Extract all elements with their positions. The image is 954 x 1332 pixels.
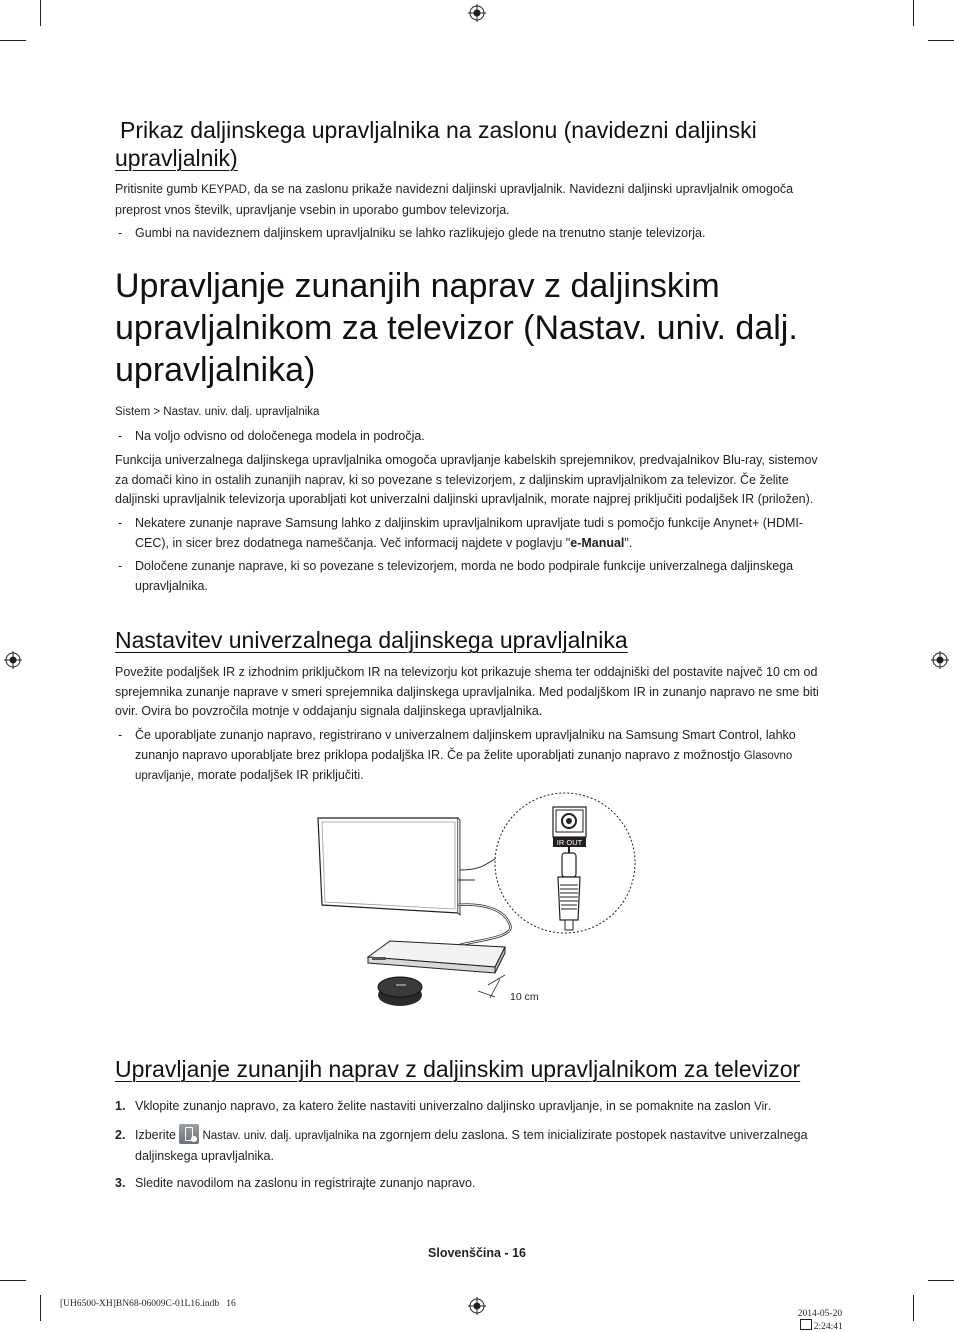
dash: - <box>118 226 123 240</box>
line: Če uporabljate zunanjo napravo, registrirano v univerzalnem daljinskem upravljalniku na Samsung Smart Control, lahko <box>135 728 796 742</box>
line: Nekatere zunanje naprave Samsung lahko z daljinskim upravljalnikom upravljate tudi s pomočjo funkcije Anynet+ (HDMI- <box>135 516 804 530</box>
paragraph <box>115 451 845 510</box>
tv-illustration <box>318 818 475 915</box>
line: upravljalnika. <box>135 578 208 593</box>
path-item: Nastav. univ. dalj. upravljalnika <box>163 406 320 418</box>
ir-blaster-illustration <box>378 977 422 1006</box>
page-number <box>0 1246 954 1260</box>
step-text <box>135 1097 771 1118</box>
note-text <box>135 514 845 553</box>
section-title-virtual-remote <box>115 116 835 172</box>
keyword-vir: Vir <box>754 1101 768 1113</box>
crop-mark <box>913 1295 914 1321</box>
note-item <box>0 557 954 597</box>
step-item <box>0 1124 954 1166</box>
crop-mark <box>928 1280 954 1281</box>
date: 2014-05-20 <box>797 1309 843 1319</box>
external-device-illustration <box>368 941 505 973</box>
title-line-underlined: upravljalnik) <box>115 145 238 171</box>
section-title-setup <box>115 626 628 654</box>
line <box>135 766 845 787</box>
title-line: upravljalnika) <box>115 351 316 389</box>
step-text: Sledite navodilom na zaslonu in registrirajte zunanjo napravo. <box>135 1176 476 1190</box>
title-line: Upravljanje zunanjih naprav z daljinskim <box>115 267 720 305</box>
dash: - <box>118 559 123 573</box>
text: CEC), in sicer brez dodatnega nameščanja. Več informacij najdete v poglavju " <box>135 535 571 550</box>
line <box>135 1124 845 1147</box>
note-text: Gumbi na navideznem daljinskem upravljalniku se lahko razlikujejo glede na trenutno stanje televizorja. <box>135 226 706 240</box>
text: Izberite <box>135 1128 180 1142</box>
text: Pritisnite gumb <box>115 182 202 196</box>
print-date <box>793 1299 843 1332</box>
title-underlined: Nastavitev univerzalnega daljinskega upravljalnika <box>115 627 628 653</box>
note-item <box>0 726 954 786</box>
ir-out-port-illustration <box>553 807 586 847</box>
paragraph <box>115 180 845 220</box>
dash: - <box>118 429 123 443</box>
dash: - <box>118 728 123 742</box>
crop-mark <box>0 1280 26 1281</box>
registration-mark-icon <box>931 651 949 669</box>
dash: - <box>118 516 123 530</box>
line: Določene zunanje naprave, ki so povezane s televizorjem, morda ne bodo podpirale funkcije univerzalnega daljinskega <box>135 559 794 573</box>
text: ". <box>624 535 633 550</box>
registration-mark-icon <box>4 651 22 669</box>
ir-out-label: IR OUT <box>556 838 583 847</box>
step-text <box>135 1124 845 1167</box>
keyword: Nastav. univ. dalj. upravljalnika <box>202 1130 359 1142</box>
line <box>135 534 845 554</box>
text: . <box>767 1099 772 1113</box>
line: daljinski upravljalnik televizorja uporabljati kot univerzalni daljinski upravljalnik, morate najprej priključiti podaljšek IR (priložen). <box>115 492 814 506</box>
text: na zgornjem delu zaslona. S tem inicializirate postopek nastavitve univerzalnega <box>358 1128 808 1142</box>
note-text <box>135 557 845 596</box>
line: preprost vnos številk, upravljanje vsebin in uporabo gumbov televizorja. <box>115 202 510 217</box>
settings-remote-icon <box>179 1124 199 1144</box>
link-e-manual[interactable]: e-Manual <box>570 535 625 550</box>
note-text: Na voljo odvisno od določenega modela in področja. <box>135 429 425 443</box>
line <box>135 746 845 767</box>
line: Funkcija univerzalnega daljinskega upravljalnika omogoča upravljanje kabelskih sprejemnikov, predvajalnikov Blu-ray, sistemov <box>115 453 818 467</box>
title-line: upravljalnikom za televizor (Nastav. univ. dalj. <box>115 309 798 347</box>
distance-label: 10 cm <box>510 991 539 1003</box>
line: sprejemnika zunanje naprave v smeri sprejemnika daljinskega upravljalnika. Med podaljškom IR in zunanjo napravo ne sme biti <box>115 684 819 699</box>
line: Povežite podaljšek IR z izhodnim priključkom IR na televizorju kot prikazuje shema ter oddajniški del postavite največ 10 cm od <box>115 665 818 679</box>
line <box>115 180 845 201</box>
keyword: Glasovno <box>743 749 793 762</box>
title-line <box>115 144 835 172</box>
registration-mark-icon <box>468 1297 486 1315</box>
line: ovir. Ovira bo povzročila motnje v oddajanju signala daljinskega upravljalnika. <box>115 704 543 718</box>
crop-mark <box>40 0 41 26</box>
step-number: 1. <box>115 1099 126 1113</box>
ir-extender-diagram <box>310 785 645 1015</box>
text: Vklopite zunanjo napravo, za katero želite nastaviti univerzalno daljinsko upravljanje, in se pomaknite na zaslon <box>135 1099 755 1113</box>
gear-glyph <box>191 1136 197 1142</box>
text: zunanjo napravo uporabljate brez priklopa podaljška IR. Če pa želite uporabljati zunanjo napravo z možnostjo <box>135 747 744 762</box>
paragraph <box>115 663 845 722</box>
title-underlined: Upravljanje zunanjih naprav z daljinskim upravljalnikom za televizor <box>115 1056 801 1082</box>
path-separator: > <box>150 406 164 418</box>
crop-mark <box>0 40 26 41</box>
crop-mark <box>40 1295 41 1321</box>
menu-path <box>115 403 319 423</box>
note-text <box>135 726 845 787</box>
crop-mark <box>913 0 914 26</box>
page-label: Slovenščina - 16 <box>428 1246 526 1260</box>
file-info: [UH6500-XH]BN68-06009C-01L16.indb 16 <box>60 1299 236 1309</box>
text: , morate podaljšek IR priključiti. <box>190 768 364 782</box>
keyword: upravljanje <box>135 770 191 782</box>
section-title-control <box>115 1055 800 1083</box>
crop-mark <box>928 40 954 41</box>
keyword-keypad: KEYPAD <box>201 184 247 196</box>
text: , da se na zaslonu prikaže navidezni daljinski upravljalnik. Navidezni daljinski upravljalnik omogoča <box>246 182 794 196</box>
line: daljinskega upravljalnika. <box>135 1149 274 1163</box>
chapter-title <box>115 265 875 391</box>
step-number: 3. <box>115 1176 126 1190</box>
note-item <box>0 514 954 554</box>
time: 2:24:41 <box>813 1322 843 1332</box>
registration-mark-icon <box>468 4 486 22</box>
title-line: Prikaz daljinskega upravljalnika na zaslonu (navidezni daljinski <box>120 117 757 143</box>
step-number: 2. <box>115 1128 126 1142</box>
line: za domači kino in ostalih zunanjih naprav, ki so povezane s televizorjem, z daljinskim upravljalnikom za televizor. Če želite <box>115 472 789 487</box>
path-item: Sistem <box>115 406 151 418</box>
